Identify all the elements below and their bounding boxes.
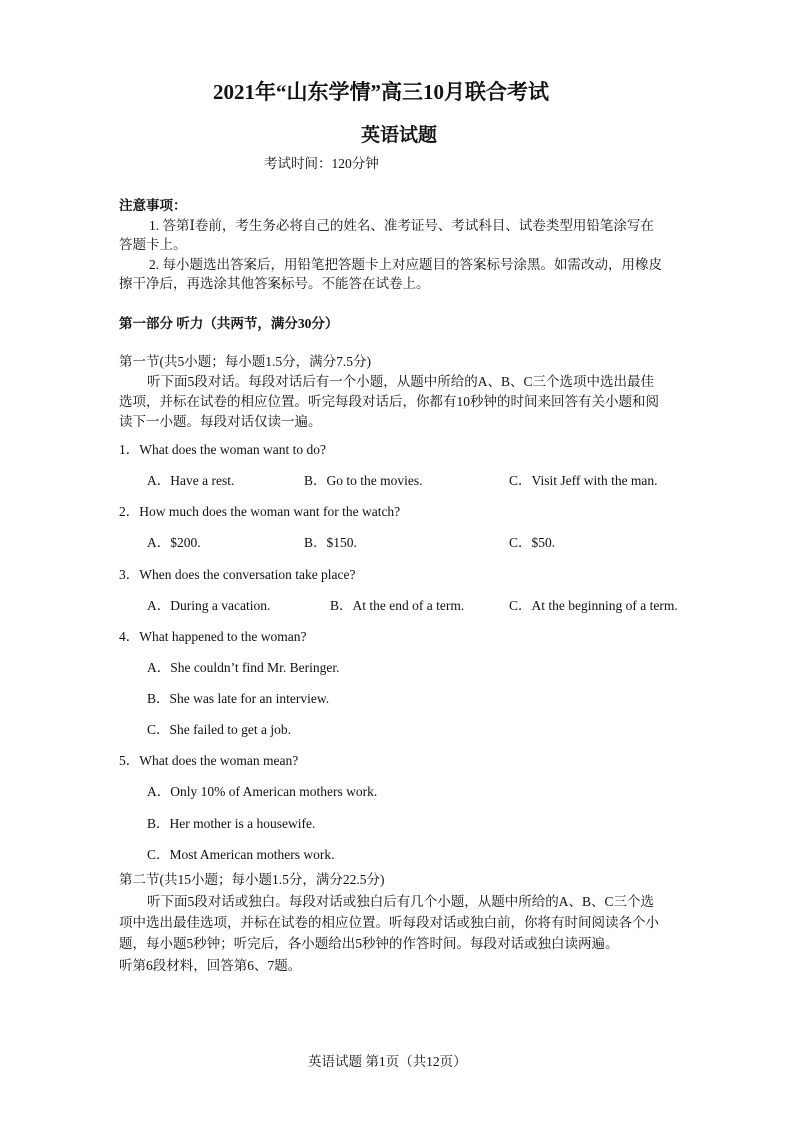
question-5-option-b: B．Her mother is a housewife. — [147, 816, 316, 831]
question-5-option-a: A．Only 10% of American mothers work. — [147, 784, 378, 799]
section-2-instruction-line-1: 听下面5段对话或独白。每段对话或独白后有几个小题，从题中所给的A、B、C三个选 — [147, 894, 655, 909]
exam-subtitle: 英语试题 — [361, 125, 438, 146]
section-1-instruction-line-3: 读下一小题。每段对话仅读一遍。 — [119, 414, 322, 429]
question-4-option-a: A．She couldn’t find Mr. Beringer. — [147, 660, 340, 675]
section-1-heading: 第一节(共5小题；每小题1.5分，满分7.5分) — [119, 354, 371, 369]
exam-title: 2021年“山东学情”高三10月联合考试 — [213, 80, 549, 104]
question-2-option-b: B．$150. — [304, 535, 357, 550]
notice-item-1-line-2: 答题卡上。 — [119, 237, 187, 252]
section-2-instruction-line-2: 项中选出最佳选项，并标在试卷的相应位置。听每段对话或独白前，你将有时间阅读各个小 — [119, 915, 659, 930]
page-footer: 英语试题 第1页（共12页） — [308, 1054, 467, 1069]
question-1-option-a: A．Have a rest. — [147, 473, 235, 488]
question-3-option-c: C．At the beginning of a term. — [509, 598, 678, 613]
notice-item-2-line-1: 2. 每小题选出答案后，用铅笔把答题卡上对应题目的答案标号涂黑。如需改动，用橡皮 — [149, 257, 662, 272]
question-4-option-b: B．She was late for an interview. — [147, 691, 330, 706]
exam-time: 考试时间：120分钟 — [264, 156, 379, 171]
question-2-option-a: A．$200. — [147, 535, 201, 550]
question-1-option-c: C．Visit Jeff with the man. — [509, 473, 658, 488]
section-1-instruction-line-1: 听下面5段对话。每段对话后有一个小题，从题中所给的A、B、C三个选项中选出最佳 — [147, 374, 655, 389]
section-2-material-note: 听第6段材料，回答第6、7题。 — [119, 958, 302, 973]
question-3-option-b: B．At the end of a term. — [330, 598, 465, 613]
part-1-heading: 第一部分 听力（共两节，满分30分） — [119, 316, 339, 331]
question-4-option-c: C．She failed to get a job. — [147, 722, 291, 737]
section-1-instruction-line-2: 选项，并标在试卷的相应位置。听完每段对话后，你都有10秒钟的时间来回答有关小题和阅 — [119, 394, 659, 409]
question-5: 5．What does the woman mean? — [119, 753, 299, 768]
notice-heading: 注意事项： — [119, 198, 187, 213]
question-1-option-b: B．Go to the movies. — [304, 473, 423, 488]
notice-item-1-line-1: 1. 答第Ⅰ卷前，考生务必将自己的姓名、准考证号、考试科目、试卷类型用铅笔涂写在 — [149, 218, 654, 233]
question-2: 2．How much does the woman want for the watch? — [119, 504, 401, 519]
question-1: 1．What does the woman want to do? — [119, 442, 326, 457]
section-2-heading: 第二节(共15小题；每小题1.5分，满分22.5分) — [119, 872, 385, 887]
notice-item-2-line-2: 擦干净后，再选涂其他答案标号。不能答在试卷上。 — [119, 276, 430, 291]
question-4: 4．What happened to the woman? — [119, 629, 307, 644]
section-2-instruction-line-3: 题，每小题5秒钟；听完后，各小题给出5秒钟的作答时间。每段对话或独白读两遍。 — [119, 936, 619, 951]
question-2-option-c: C．$50. — [509, 535, 556, 550]
question-5-option-c: C．Most American mothers work. — [147, 847, 335, 862]
question-3-option-a: A．During a vacation. — [147, 598, 271, 613]
question-3: 3．When does the conversation take place? — [119, 567, 356, 582]
